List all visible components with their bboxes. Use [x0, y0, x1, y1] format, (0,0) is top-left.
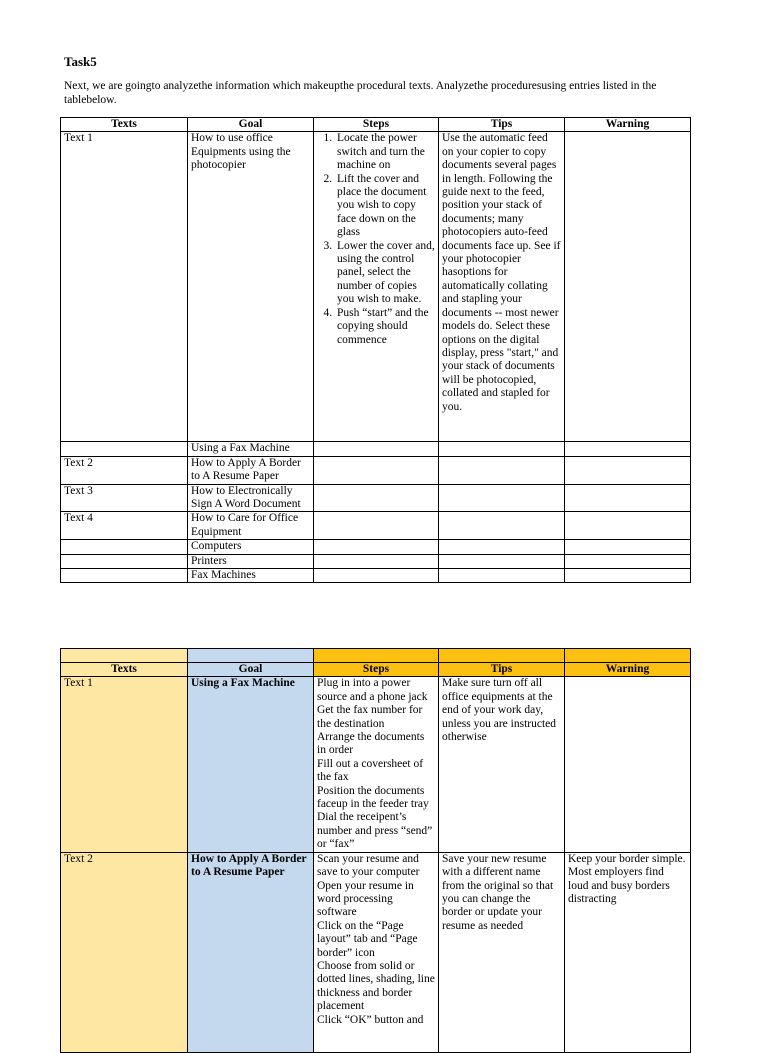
goal-cell: Using a Fax Machine	[188, 442, 314, 456]
row-label: Text 1	[61, 677, 188, 852]
header-texts: Texts	[61, 118, 188, 132]
task-title: Task5	[64, 54, 97, 69]
table-row	[61, 484, 691, 512]
table-row	[61, 554, 691, 568]
table-row	[61, 852, 691, 1052]
step-item: Dial the receipent’s number and press “send” or “fax”	[317, 811, 433, 851]
step-item: Click “OK” button and	[317, 1013, 424, 1026]
table-row	[61, 569, 691, 583]
table-row	[61, 677, 691, 852]
row-label: Text 2	[61, 456, 188, 484]
table-row	[61, 456, 691, 484]
header-texts: Texts	[61, 663, 188, 677]
header-warning: Warning	[565, 118, 691, 132]
row-label: Text 3	[61, 484, 188, 512]
header-steps: Steps	[314, 118, 439, 132]
goal-cell: How to Apply A Border to A Resume Paper	[188, 456, 314, 484]
warning-cell	[565, 132, 691, 442]
table-header-row	[61, 663, 691, 677]
header-warning: Warning	[565, 663, 691, 677]
step-item: Fill out a coversheet of the fax	[317, 757, 424, 784]
step-item: Open your resume in word processing software	[317, 879, 414, 919]
step-item: Get the fax number for the destination	[317, 704, 423, 730]
step-item: 2. Lift the cover and place the document you wish to copy face down on the glass	[335, 173, 435, 240]
header-steps: Steps	[314, 663, 439, 677]
tips-cell: Make sure turn off all office equipments at the end of your work day, unless you are instructed otherwise	[439, 677, 565, 852]
intro-paragraph: Next, we are goingto analyzethe information which makeupthe procedural texts. Analyzethe proceduresusing entries listed in the tablebelow.	[64, 80, 657, 106]
goal-cell: How to Electronically Sign A Word Document	[188, 484, 314, 512]
goal-cell: Fax Machines	[188, 569, 314, 583]
procedure-table-blank	[60, 117, 691, 583]
step-item: Choose from solid or dotted lines, shading, line thickness and border placement	[317, 959, 435, 1013]
table-row	[61, 132, 691, 442]
table-color-band-row	[61, 649, 691, 663]
step-item: 3. Lower the cover and, using the control panel, select the number of copies you wish to make.	[335, 240, 435, 307]
row-label: Text 4	[61, 512, 188, 540]
tips-cell: Save your new resume with a different name from the original so that you can change the border or update your resume as needed	[439, 852, 565, 1052]
table-header-row	[61, 118, 691, 132]
row-label: Text 1	[61, 132, 188, 442]
header-tips: Tips	[439, 118, 565, 132]
table-row	[61, 442, 691, 456]
steps-cell	[314, 677, 439, 852]
procedure-table-filled	[60, 648, 691, 1053]
step-item: Position the documents faceup in the feeder tray	[317, 784, 429, 811]
header-tips: Tips	[439, 663, 565, 677]
step-item: 1. Locate the power switch and turn the machine on	[335, 132, 435, 172]
goal-cell: How to Apply A Border to A Resume Paper	[188, 852, 314, 1052]
table-row	[61, 512, 691, 540]
header-goal: Goal	[188, 663, 314, 677]
step-item: 4. Push “start” and the copying should commence	[335, 307, 435, 347]
tips-cell: Use the automatic feed on your copier to copy documents several pages in length. Following the guide next to the feed, position your stack of documents; many photocopiers auto-feed documents face up. See if your photocopier hasoptions for automatically collating and stapling your documents -- most newer models do. Select these options on the digital display, press "start," and your stack of documents will be photocopied, collated and stapled for you.	[439, 132, 565, 442]
goal-cell: Computers	[188, 540, 314, 554]
warning-cell	[565, 677, 691, 852]
warning-cell: Keep your border simple. Most employers find loud and busy borders distracting	[565, 852, 691, 1052]
goal-cell: Using a Fax Machine	[188, 677, 314, 852]
step-item: Arrange the documents in order	[317, 731, 425, 757]
row-label: Text 2	[61, 852, 188, 1052]
step-item: Plug in into a power source and a phone jack	[317, 677, 428, 703]
step-item: Scan your resume and save to your computer	[317, 852, 420, 879]
goal-cell: How to use office Equipments using the photocopier	[188, 132, 314, 442]
steps-cell	[314, 852, 439, 1052]
step-item: Click on the “Page layout” tab and “Page border” icon	[317, 919, 418, 959]
goal-cell: Printers	[188, 554, 314, 568]
header-goal: Goal	[188, 118, 314, 132]
table-row	[61, 540, 691, 554]
goal-cell: How to Care for Office Equipment	[188, 512, 314, 540]
steps-cell	[314, 132, 439, 442]
